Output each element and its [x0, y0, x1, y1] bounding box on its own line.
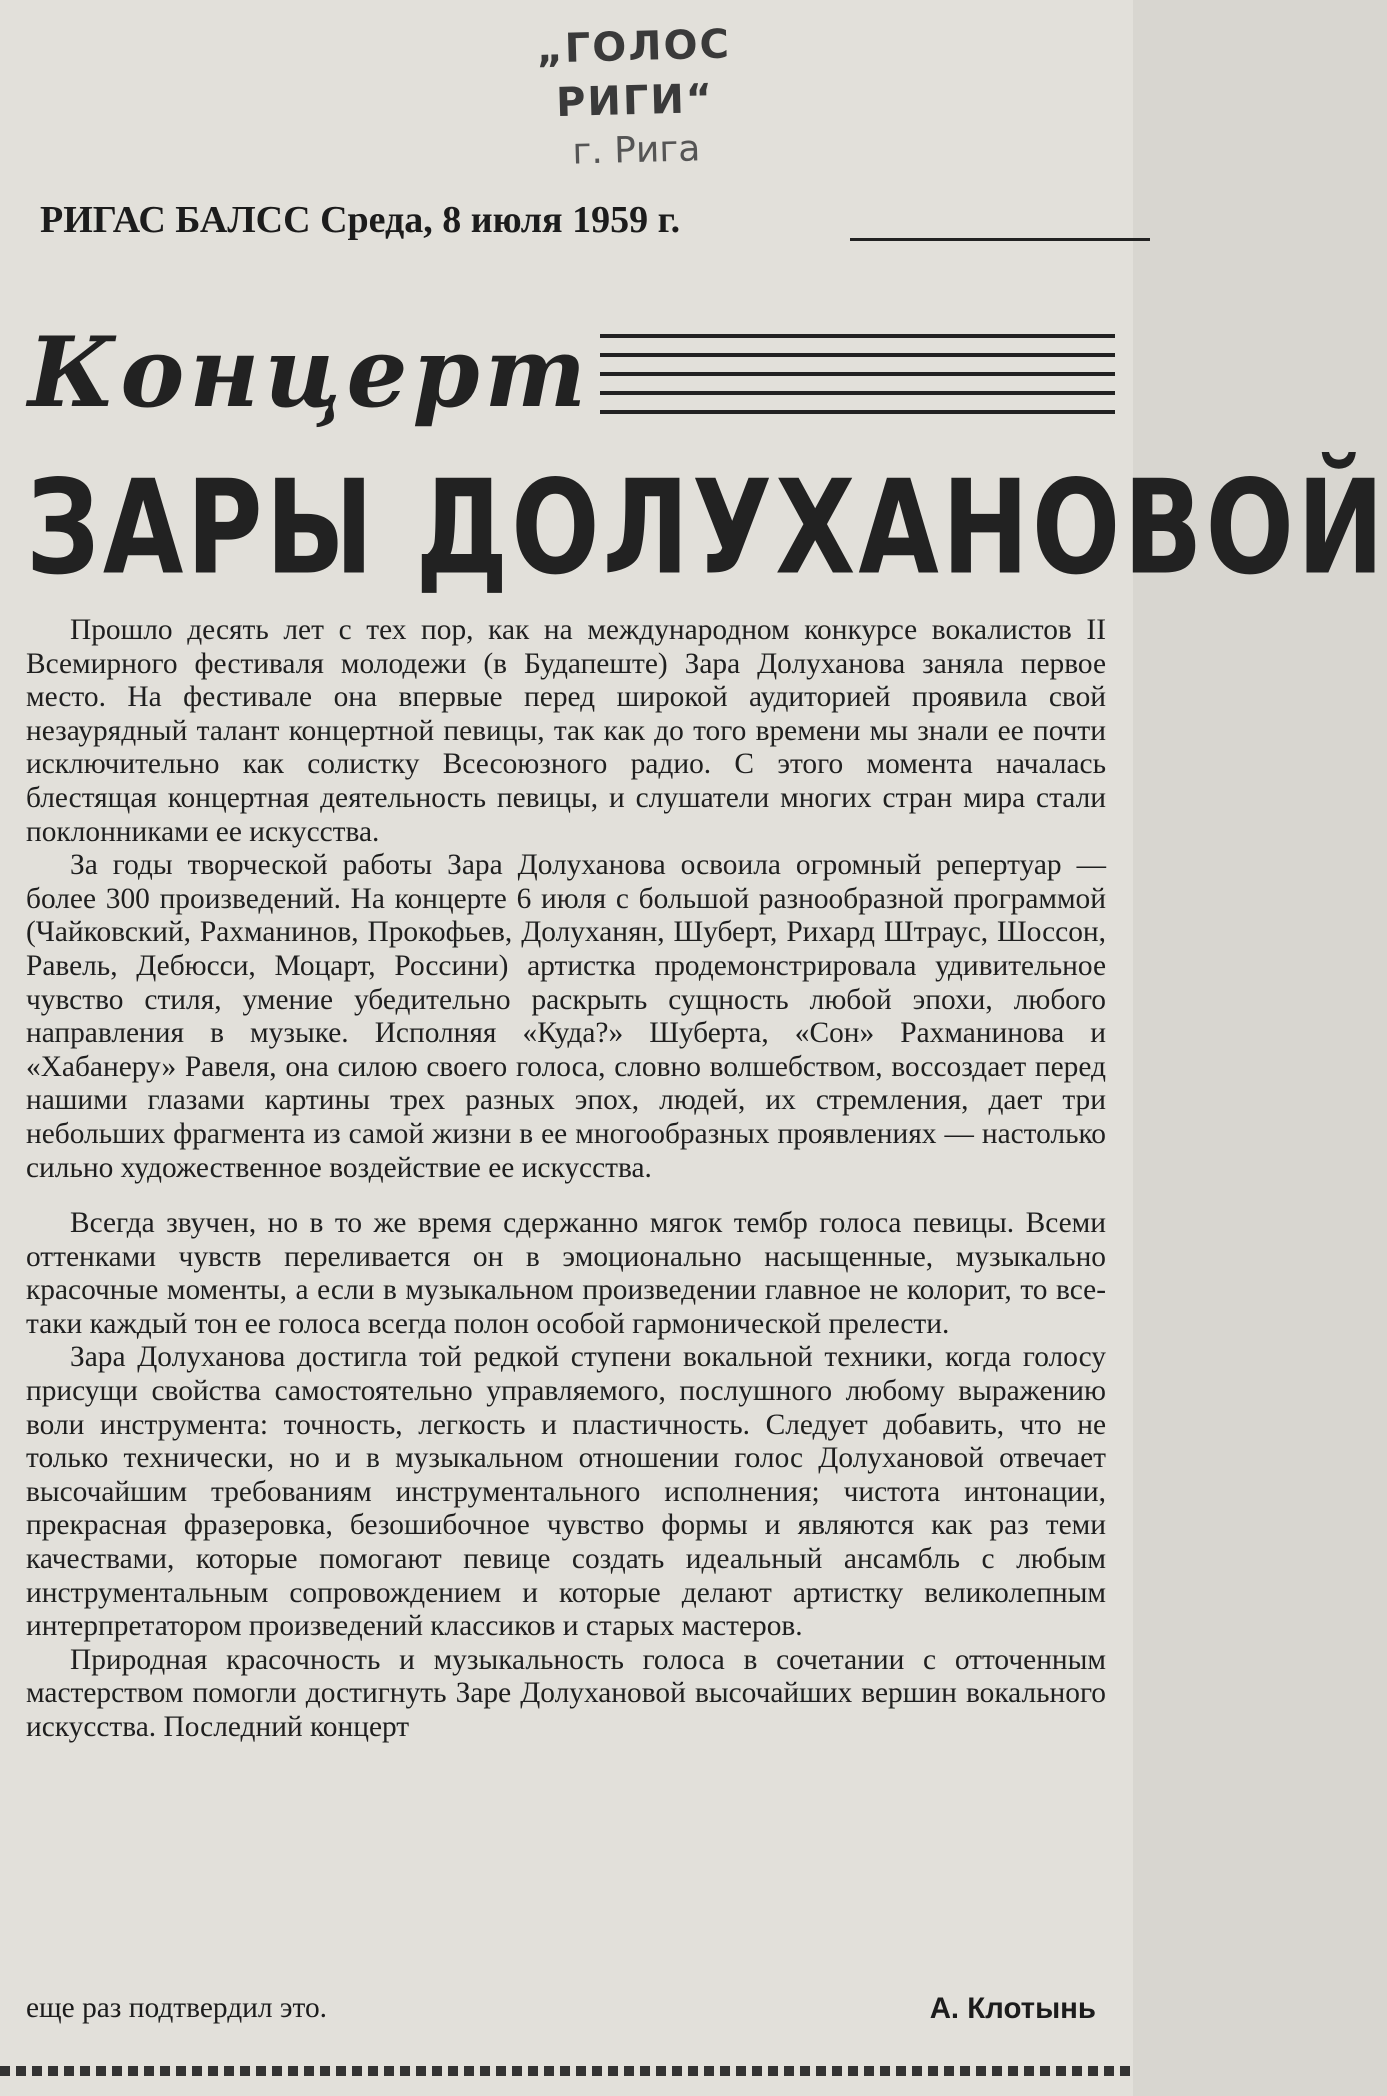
- headline-decorative-lines: [600, 334, 1115, 429]
- headline-script: Концерт: [28, 316, 592, 429]
- masthead-text: РИГАС БАЛСС Среда, 8 июля 1959 г.: [40, 199, 681, 241]
- masthead-rule: [850, 238, 1150, 241]
- article-last-line: еще раз подтвердил это.: [26, 1992, 328, 2024]
- article-paragraph: Зара Долуханова достигла той редкой ступени вокальной техники, когда голосу присущи свойства самостоятельно управляемого, послушного любому выражению воли инструмента: точность, легкость и пластичность. Следует добавить, что не только технически, но и в музыкальном отношении голос Долухановой отвечает высочайшим требованиям инструментального исполнения; чистота интонации, прекрасная фразеровка, безошибочное чувство формы и являются как раз теми качествами, которые помогают певице создать идеальный ансамбль с любым инструментальным сопровождением и которые делают артистку великолепным интерпретатором произведений классиков и старых мастеров.: [26, 1341, 1106, 1643]
- article-paragraph: Природная красочность и музыкальность голоса в сочетании с отточенным мастерством помогли достигнуть Заре Долухановой высочайших вершин вокального искусства. Последний концерт: [26, 1643, 1106, 1743]
- article-closing: [26, 1992, 1106, 2026]
- stamp-newspaper-name: „ГОЛОС РИГИ“: [535, 21, 732, 127]
- masthead: [40, 198, 1100, 248]
- article-paragraph: За годы творческой работы Зара Долуханова освоила огромный репертуар — более 300 произведений. На концерте 6 июля с большой разнообразной программой (Чайковский, Рахманинов, Прокофьев, Долуханян, Шуберт, Рихард Штраус, Шоссон, Равель, Дебюсси, Моцарт, Россини) артистка продемонстрировала удивительное чувство стиля, умение убедительно раскрыть сущность любой эпохи, любого направления в музыке. Исполняя «Куда?» Шуберта, «Сон» Рахманинова и «Хабанеру» Равеля, она силою своего голоса, словно волшебством, воссоздает перед нашими глазами картины трех разных эпох, людей, их стремления, дает три небольших фрагмента из самой жизни в ее многообразных проявлениях — настолько сильно художественное воздействие ее искусства.: [26, 849, 1106, 1184]
- article-body: [26, 614, 1106, 1745]
- article-paragraph: Прошло десять лет с тех пор, как на международном конкурсе вокалистов II Всемирного фестиваля молодежи (в Будапеште) Зара Долуханова заняла первое место. На фестивале она впервые перед широкой аудиторией проявила свой незаурядный талант концертной певицы, так как до того времени мы знали ее почти исключительно как солистку Всесоюзного радио. С этого момента началась блестящая концертная деятельность певицы, и слушатели многих стран мира стали поклонниками ее искусства.: [26, 614, 1106, 848]
- source-stamp: [468, 16, 802, 179]
- headline-main: ЗАРЫ ДОЛУХАНОВОЙ: [26, 451, 1387, 604]
- article-paragraph: Всегда звучен, но в то же время сдержанно мягок тембр голоса певицы. Всеми оттенками чувств переливается он в эмоционально насыщенные, музыкально красочные моменты, а если в музыкальном произведении главное не колорит, то все-таки каждый тон ее голоса всегда полон особой гармонической прелести.: [26, 1207, 1106, 1340]
- dashed-bottom-border: [0, 2066, 1133, 2076]
- article-author: А. Клотынь: [929, 1992, 1096, 2025]
- stamp-city: г. Рига: [571, 128, 701, 173]
